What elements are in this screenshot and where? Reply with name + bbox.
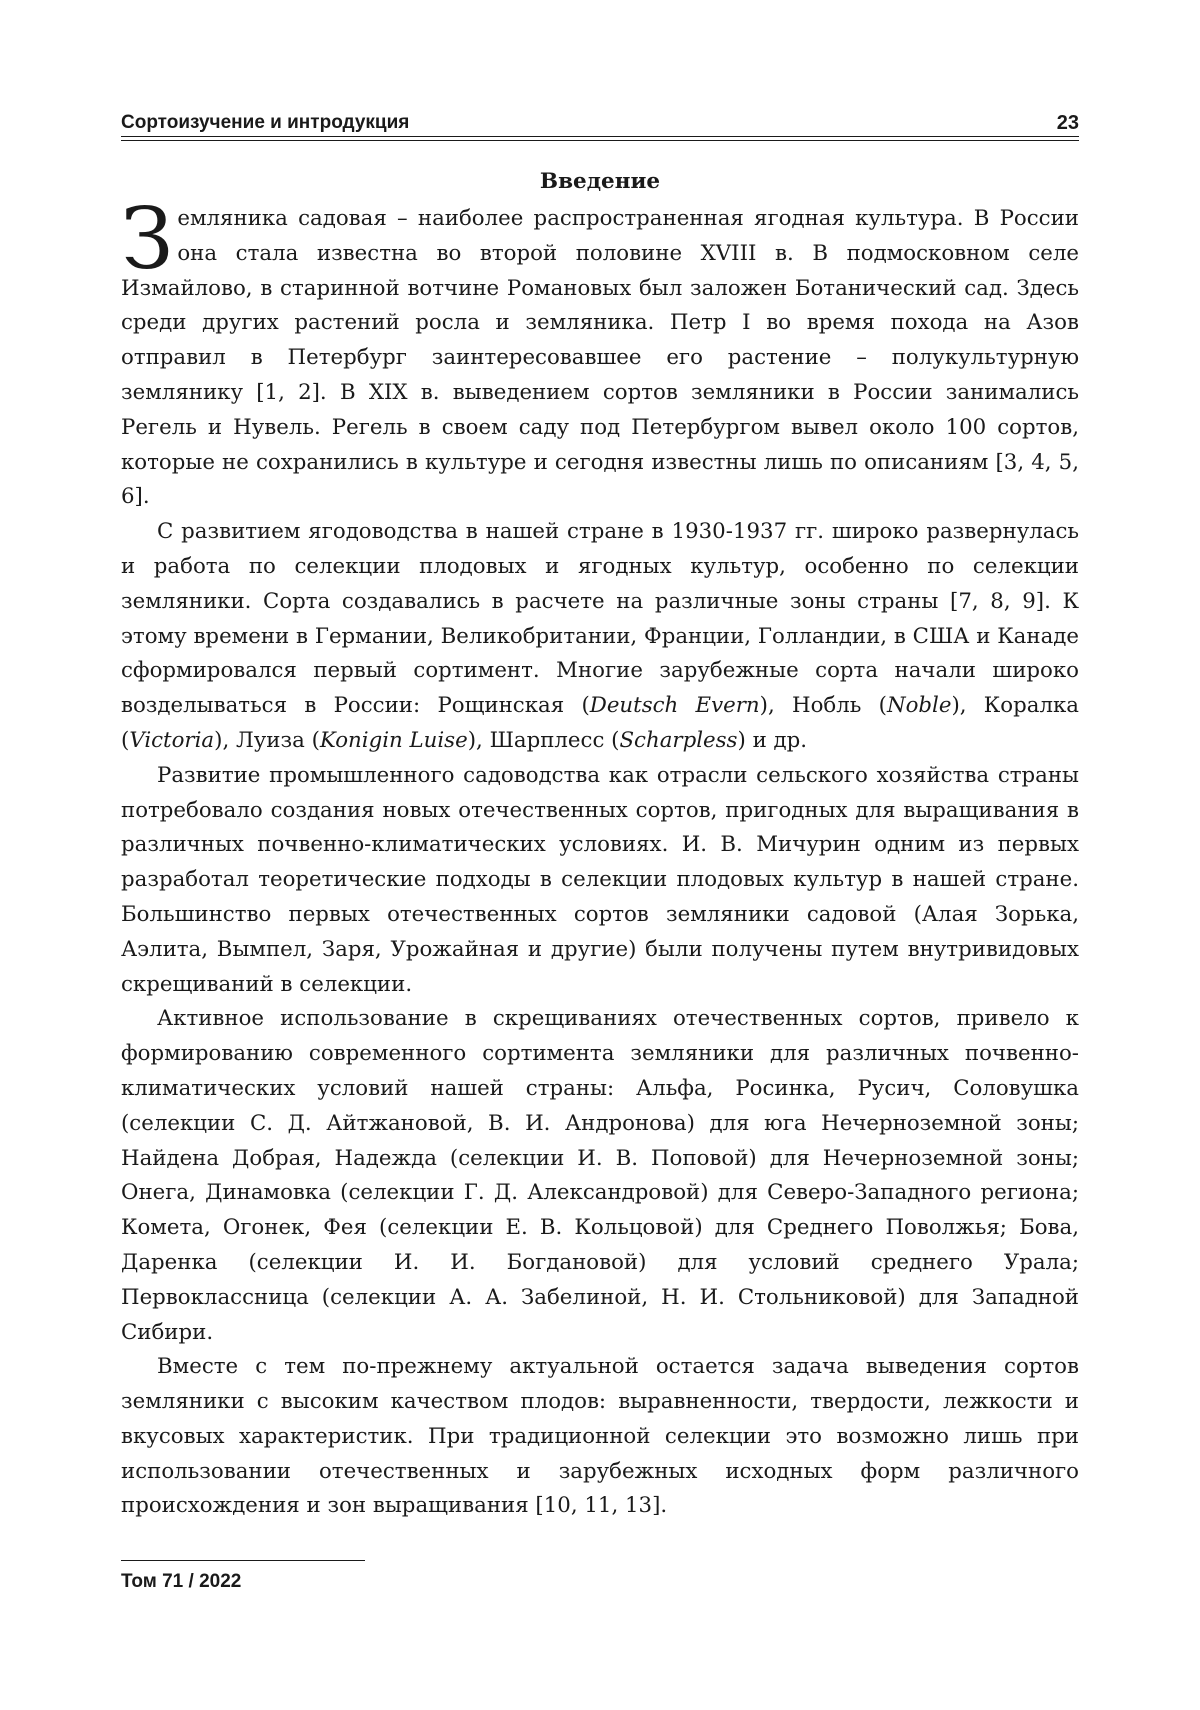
header-rule-thin xyxy=(121,140,1079,141)
paragraph-5: Вместе с тем по-прежнему актуальной остается задача выведения сортов земляники с высоким качеством плодов: выравненности, твердости, лежкости и вкусовых характеристик. При традиционной селекции это возможно лишь при использовании отечественных и зарубежных исходных форм различного происхождения и зон выращивания [10, 11, 13]. xyxy=(121,1354,1079,1519)
variety-latin-name: Victoria xyxy=(129,727,215,753)
footer-rule xyxy=(121,1560,365,1561)
paragraph-2-text: ), Коралка ( xyxy=(121,693,1079,753)
variety-latin-name: Deutsch Evern xyxy=(589,693,760,719)
header-rule xyxy=(121,136,1079,137)
paragraph-2-text: ), Луиза ( xyxy=(214,727,320,753)
paragraph-3: Развитие промышленного садоводства как отрасли сельского хозяйства страны потребовало создания новых отечественных сортов, пригодных для выращивания в различных почвенно-климатических условиях. И. В. Мичурин одним из первых разработал теоретические подходы в селекции плодовых культур в нашей стране. Большинство первых отечественных сортов земляники садовой (Алая Зорька, Аэлита, Вымпел, Заря, Урожайная и другие) были получены путем внутривидовых скрещиваний в селекции. xyxy=(121,762,1079,997)
variety-latin-name: Noble xyxy=(886,693,952,719)
paragraph-2-text: ), Шарплесс ( xyxy=(467,727,620,753)
paragraph-2-text: ) и др. xyxy=(737,727,808,753)
variety-latin-name: Konigin Luise xyxy=(319,727,468,753)
drop-cap: З xyxy=(121,190,174,288)
article-body xyxy=(121,166,1079,1524)
paragraph-1 xyxy=(121,190,1079,515)
paragraph-2-text: С развитием ягодоводства в нашей стране в 1930-1937 гг. широко развернулась и работа по селекции плодовых и ягодных культур, особенно по селекции земляники. Сорта создавались в расчете на различные зоны страны [7, 8, 9]. К этому времени в Германии, Великобритании, Франции, Голландии, в США и Канаде сформировался первый сортимент. Многие зарубежные сорта начали широко возделываться в России: Рощинская ( xyxy=(121,519,1079,719)
running-header xyxy=(121,111,1079,135)
page-number: 23 xyxy=(1056,112,1079,134)
paragraph-4: Активное использование в скрещиваниях отечественных сортов, привело к формированию современного сортимента земляники для различных почвенно-климатических условий нашей страны: Альфа, Росинка, Русич, Соловушка (селекции С. Д. Айтжановой, В. И. Андронова) для юга Нечерноземной зоны; Найдена Добрая, Надежда (селекции И. В. Поповой) для Нечерноземной зоны; Онега, Динамовка (селекции Г. Д. Александровой) для Северо-Западного региона; Комета, Огонек, Фея (селекции Е. В. Кольцовой) для Среднего Поволжья; Бова, Даренка (селекции И. И. Богдановой) для условий среднего Урала; Первоклассница (селекции А. А. Забелиной, Н. И. Стольниковой) для Западной Сибири. xyxy=(121,1006,1079,1345)
volume-label: Том 71 / 2022 xyxy=(121,1571,242,1592)
paragraph-2-text: ), Нобль ( xyxy=(759,693,887,719)
paragraph-2 xyxy=(121,515,1079,759)
section-heading: Введение xyxy=(539,169,661,194)
section-title: Сортоизучение и интродукция xyxy=(121,112,410,133)
variety-latin-name: Scharpless xyxy=(619,727,738,753)
paragraph-1-text: емляника садовая – наиболее распространенная ягодная культура. В России она стала известна во второй половине XVIII в. В подмосковном селе Измайлово, в старинной вотчине Романовых был заложен Ботанический сад. Здесь среди других растений росла и земляника. Петр I во время похода на Азов отправил в Петербург заинтересовавшее его растение – полукультурную землянику [1, 2]. В XIX в. выведением сортов земляники в России занимались Регель и Нувель. Регель в своем саду под Петербургом вывел около 100 сортов, которые не сохранились в культуре и сегодня известны лишь по описаниям [3, 4, 5, 6]. xyxy=(121,206,1079,510)
